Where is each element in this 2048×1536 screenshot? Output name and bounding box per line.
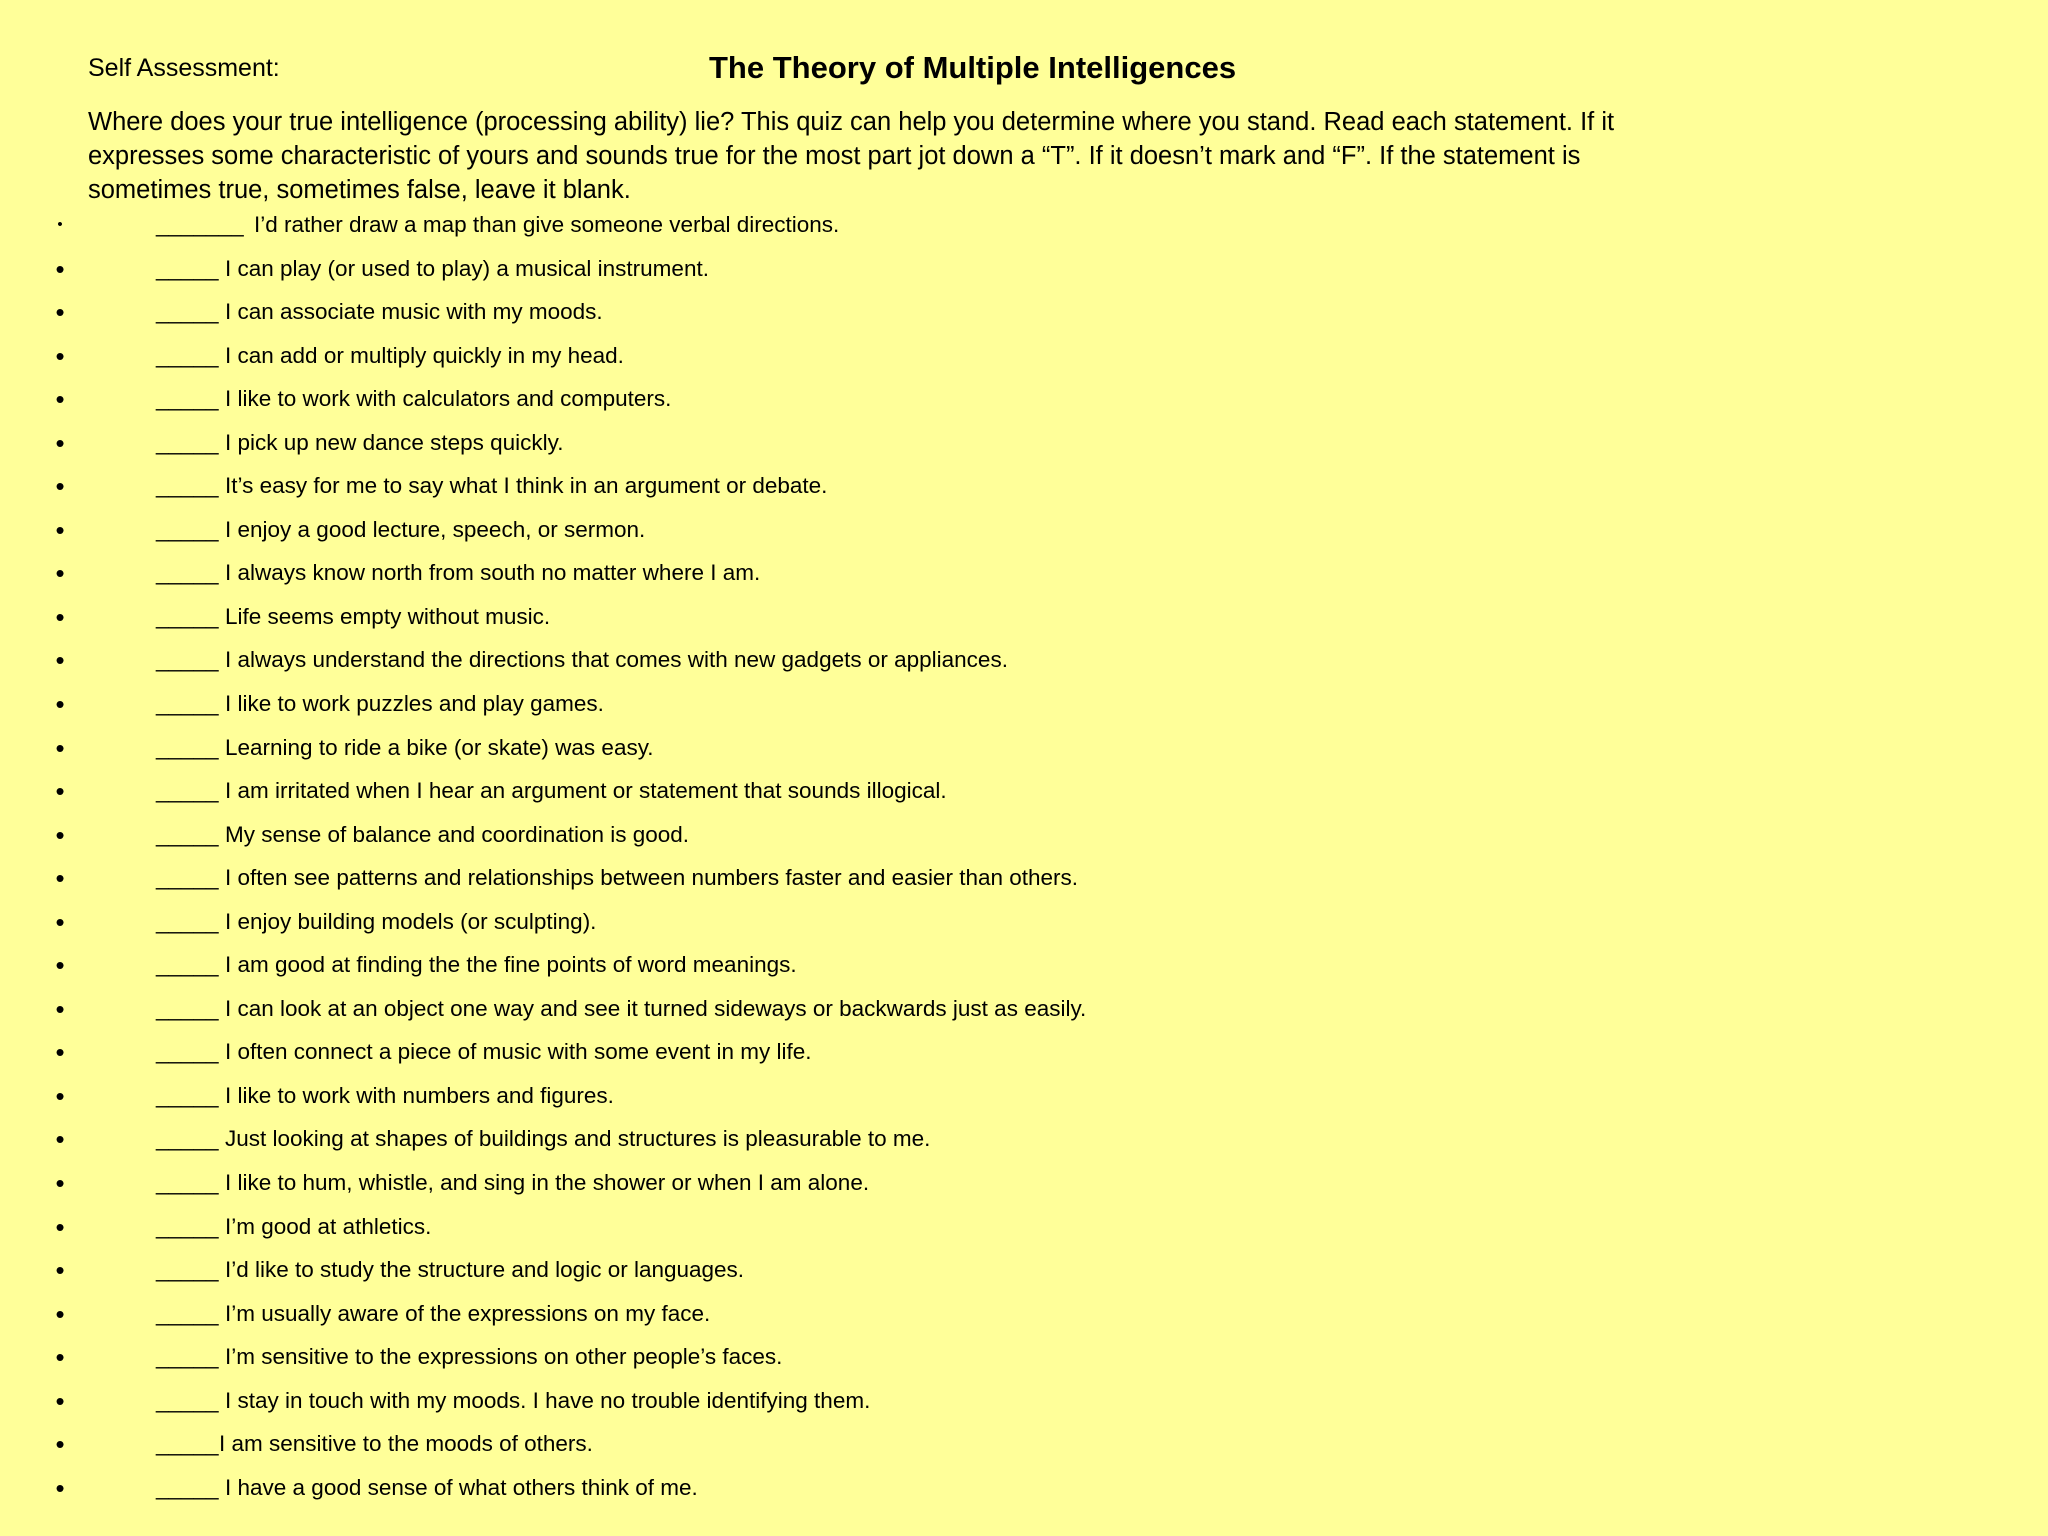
answer-blank: _____ (156, 778, 219, 804)
statement-text: I enjoy building models (or sculpting). (225, 908, 597, 934)
instructions-paragraph: Where does your true intelligence (processing ability) lie? This quiz can help you determine where you stand. Read each statement. If it expresses some characteristic of yours and sounds true for the most part jot down a “T”. If it doesn’t mark and “F”. If the statement is sometimes true, sometimes false, leave it blank. (88, 108, 1615, 204)
list-item (0, 1384, 2048, 1428)
bullet-icon: • (55, 601, 65, 632)
answer-blank: _____ (156, 1126, 219, 1152)
bullet-icon: • (55, 1255, 65, 1286)
list-item (0, 1471, 2048, 1515)
bullet-icon: • (55, 1168, 65, 1199)
statement-text: I stay in touch with my moods. I have no trouble identifying them. (225, 1387, 871, 1413)
statement-text: I like to hum, whistle, and sing in the shower or when I am alone. (225, 1170, 870, 1196)
statement-text: I can associate music with my moods. (225, 299, 603, 325)
answer-blank: _____ (156, 1213, 219, 1239)
list-item (0, 600, 2048, 644)
statement-text: I’d like to study the structure and logic or languages. (225, 1257, 745, 1283)
statement-text: I’m sensitive to the expressions on other people’s faces. (225, 1344, 783, 1370)
list-item (0, 687, 2048, 731)
answer-blank: _____ (156, 734, 219, 760)
bullet-icon: • (55, 776, 65, 807)
self-assessment-label: Self Assessment: (88, 54, 280, 82)
bullet-icon: • (55, 732, 65, 763)
list-item (0, 861, 2048, 905)
answer-blank: _____ (156, 995, 219, 1021)
statement-text: I like to work with numbers and figures. (225, 1082, 614, 1108)
list-item (0, 818, 2048, 862)
statement-text: I am irritated when I hear an argument or statement that sounds illogical. (225, 778, 947, 804)
answer-blank: _____ (156, 342, 219, 368)
bullet-icon: • (55, 689, 65, 720)
answer-blank: _____ (156, 1170, 219, 1196)
list-item (0, 295, 2048, 339)
list-item (0, 1122, 2048, 1166)
list-item (0, 1253, 2048, 1297)
answer-blank: _____ (156, 1257, 219, 1283)
bullet-icon: • (55, 253, 65, 284)
statement-text: Learning to ride a bike (or skate) was easy. (225, 734, 654, 760)
list-item (0, 426, 2048, 470)
bullet-icon: • (55, 427, 65, 458)
statement-text: I’m good at athletics. (225, 1213, 432, 1239)
list-item (0, 1340, 2048, 1384)
statement-text: I always understand the directions that comes with new gadgets or appliances. (225, 647, 1008, 673)
bullet-icon: • (55, 1429, 65, 1460)
list-item (0, 1166, 2048, 1210)
statement-text: I can play (or used to play) a musical instrument. (225, 255, 709, 281)
bullet-icon: • (55, 863, 65, 894)
list-item (0, 1427, 2048, 1471)
list-item (0, 1297, 2048, 1341)
bullet-icon: • (55, 340, 65, 371)
list-item (0, 208, 2048, 252)
bullet-icon: • (55, 1124, 65, 1155)
answer-blank: _____ (156, 603, 219, 629)
bullet-icon: • (55, 819, 65, 850)
bullet-icon: • (55, 1385, 65, 1416)
statement-text: Life seems empty without music. (225, 603, 551, 629)
statement-text: I can add or multiply quickly in my head. (225, 342, 624, 368)
statement-text: I am sensitive to the moods of others. (219, 1431, 593, 1457)
list-item (0, 731, 2048, 775)
answer-blank: _____ (156, 255, 219, 281)
answer-blank: _____ (156, 691, 219, 717)
bullet-icon: • (55, 297, 65, 328)
statement-text: Just looking at shapes of buildings and structures is pleasurable to me. (225, 1126, 931, 1152)
statement-text: I’m usually aware of the expressions on my face. (225, 1300, 711, 1326)
statement-text: I always know north from south no matter where I am. (225, 560, 761, 586)
answer-blank: _____ (156, 1039, 219, 1065)
answer-blank: _____ (156, 1300, 219, 1326)
list-item (0, 339, 2048, 383)
answer-blank: _____ (156, 1431, 219, 1457)
answer-blank: _____ (156, 473, 219, 499)
bullet-icon: • (55, 645, 65, 676)
list-item (0, 1210, 2048, 1254)
answer-blank: _____ (156, 1082, 219, 1108)
answer-blank: _____ (156, 429, 219, 455)
answer-blank: _____ (156, 560, 219, 586)
bullet-icon: • (55, 906, 65, 937)
statement-text: I enjoy a good lecture, speech, or sermon. (225, 516, 646, 542)
answer-blank: _____ (156, 865, 219, 891)
answer-blank: _____ (156, 647, 219, 673)
statement-text: I’d rather draw a map than give someone verbal directions. (254, 212, 840, 237)
list-item (0, 905, 2048, 949)
bullet-icon: • (57, 216, 63, 233)
bullet-icon: • (55, 1211, 65, 1242)
bullet-icon: • (55, 1342, 65, 1373)
list-item (0, 382, 2048, 426)
statement-text: I have a good sense of what others think of me. (225, 1474, 698, 1500)
statement-text: It’s easy for me to say what I think in an argument or debate. (225, 473, 828, 499)
bullet-icon: • (55, 950, 65, 981)
list-item (0, 513, 2048, 557)
answer-blank: _____ (156, 516, 219, 542)
list-item (0, 1079, 2048, 1123)
statement-text: My sense of balance and coordination is good. (225, 821, 690, 847)
list-item (0, 556, 2048, 600)
statement-text: I often connect a piece of music with some event in my life. (225, 1039, 812, 1065)
statement-text: I like to work with calculators and computers. (225, 386, 672, 412)
bullet-icon: • (55, 1037, 65, 1068)
answer-blank: _______ (156, 212, 244, 237)
bullet-icon: • (55, 1080, 65, 1111)
list-item (0, 774, 2048, 818)
answer-blank: _____ (156, 1387, 219, 1413)
bullet-icon: • (55, 514, 65, 545)
statement-text: I like to work puzzles and play games. (225, 691, 604, 717)
bullet-icon: • (55, 471, 65, 502)
statement-list (0, 208, 2048, 1514)
answer-blank: _____ (156, 1344, 219, 1370)
bullet-icon: • (55, 1472, 65, 1503)
answer-blank: _____ (156, 821, 219, 847)
list-item (0, 1035, 2048, 1079)
answer-blank: _____ (156, 299, 219, 325)
list-item (0, 469, 2048, 513)
statement-text: I often see patterns and relationships between numbers faster and easier than others. (225, 865, 1079, 891)
statement-text: I am good at finding the the fine points of word meanings. (225, 952, 797, 978)
list-item (0, 948, 2048, 992)
bullet-icon: • (55, 558, 65, 589)
answer-blank: _____ (156, 908, 219, 934)
list-item (0, 252, 2048, 296)
bullet-icon: • (55, 384, 65, 415)
statement-text: I can look at an object one way and see it turned sideways or backwards just as easily. (225, 995, 1087, 1021)
statement-text: I pick up new dance steps quickly. (225, 429, 564, 455)
list-item (0, 992, 2048, 1036)
bullet-icon: • (55, 993, 65, 1024)
answer-blank: _____ (156, 1474, 219, 1500)
bullet-icon: • (55, 1298, 65, 1329)
page-title: The Theory of Multiple Intelligences (709, 50, 1237, 85)
answer-blank: _____ (156, 386, 219, 412)
answer-blank: _____ (156, 952, 219, 978)
list-item (0, 643, 2048, 687)
